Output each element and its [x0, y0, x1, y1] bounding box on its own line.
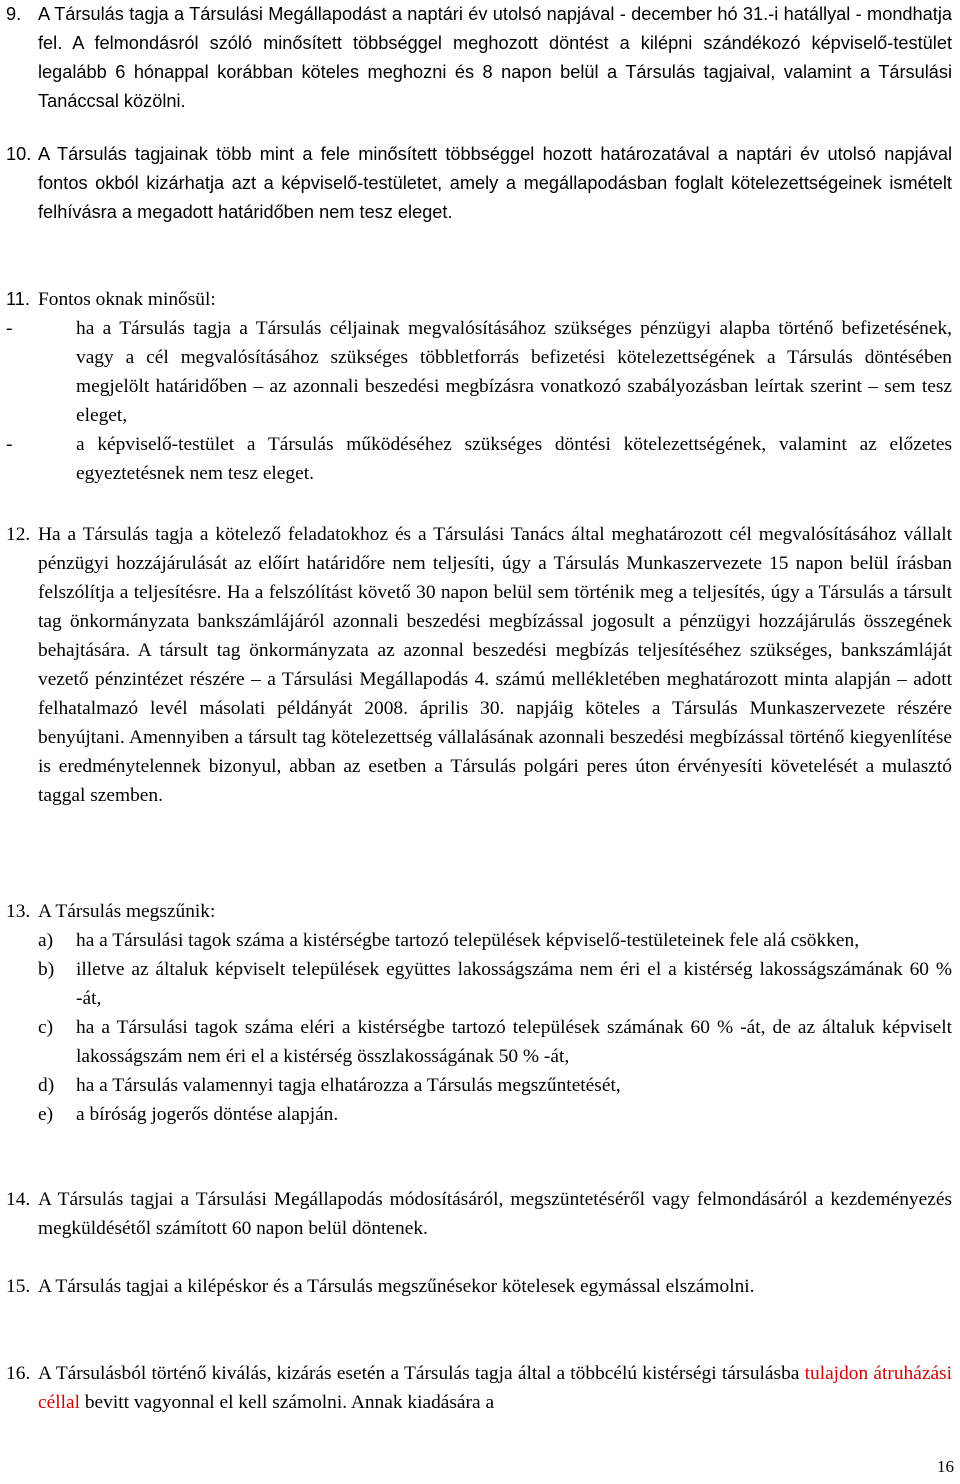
- list-item: [6, 1100, 952, 1129]
- page-number: 16: [937, 1457, 954, 1476]
- list-marker: a): [38, 930, 54, 951]
- paragraph-text: A Társulás tagjai a kilépéskor és a Társulás megszűnésekor kötelesek egymással elszámolni.: [38, 1276, 755, 1297]
- paragraph-number: 14.: [6, 1189, 31, 1210]
- list-item-text: a képviselő-testület a Társulás működéséhez szükséges döntési kötelezettségének, valamint az előzetes egyeztetésnek nem tesz eleget.: [76, 434, 952, 484]
- paragraph-number: 16.: [6, 1363, 31, 1384]
- list-marker: e): [38, 1104, 54, 1125]
- paragraph-10: [6, 140, 952, 227]
- paragraph-intro: Fontos oknak minősül:: [38, 289, 216, 310]
- paragraph-number: 12.: [6, 524, 31, 545]
- list-item-text: illetve az általuk képviselt települések együttes lakosságszáma nem éri el a kistérség lakosságszámának 60 % -át,: [76, 959, 952, 1009]
- paragraph-text: Ha a Társulás tagja a kötelező feladatokhoz és a Társulási Tanács által meghatározott cél megvalósításához vállalt pénzügyi hozzájárulását az előírt határidőre nem teljesíti, úgy a Társulás Munkaszervezete 15 napon belül írásban felszólítja a teljesítésre. Ha a felszólítást követő 30 napon belül sem történik meg a teljesítés, úgy a Társulás a társult tag önkormányzata bankszámlájáról azonnali beszedési megbízással jogosult a pénzügyi hozzájárulás összegének behajtására. A társult tag önkormányzata az azonnal beszedési megbízás teljesítéséhez szükséges, bankszámláját vezető pénzintézet részére – a Társulási Megállapodás 4. számú mellékletében meghatározott minta alapján – adott felhatalmazó levél másolati példányát 2008. április 30. napjáig köteles a Társulás Munkaszervezete részére benyújtani. Amennyiben a társult tag kötelezettség vállalásának azonnali beszedési megbízással történő kiegyenlítése is eredménytelennek bizonyul, abban az esetben a Társulás polgári peres úton érvényesíti követelését a mulasztó taggal szemben.: [38, 524, 952, 806]
- list-marker: -: [6, 318, 13, 339]
- paragraph-number: 11.: [6, 289, 30, 309]
- paragraph-11: [6, 285, 952, 488]
- paragraph-number: 10.: [6, 144, 32, 164]
- paragraph-text: A Társulás tagjai a Társulási Megállapodás módosításáról, megszüntetéséről vagy felmondásáról a kezdeményezés megküldésétől számított 60 napon belül döntenek.: [38, 1189, 952, 1239]
- paragraph-number: 13.: [6, 901, 31, 922]
- list-item: [6, 955, 952, 1013]
- paragraph-intro: A Társulás megszűnik:: [38, 901, 216, 922]
- paragraph-text: A Társulás tagjainak több mint a fele minősített többséggel hozott határozatával a naptári év utolsó napjával fontos okból kizárhatja azt a képviselő-testületet, amely a megállapodásban foglalt kötelezettségeinek ismételt felhívásra a megadott határidőben nem tesz eleget.: [38, 144, 952, 222]
- paragraph-13: [6, 897, 952, 1129]
- list-item-text: ha a Társulási tagok száma a kistérségbe tartozó települések képviselő-testületeinek fele alá csökken,: [76, 930, 860, 951]
- list-marker: d): [38, 1075, 55, 1096]
- list-item: [6, 430, 952, 488]
- paragraph-text: A Társulás tagja a Társulási Megállapodást a naptári év utolsó napjával - december hó 31.-i hatállyal - mondhatja fel. A felmondásról szóló minősített többséggel meghozott döntést a kilépni szándékozó képviselő-testület legalább 6 hónappal korábban köteles meghozni és 8 napon belül a Társulás tagjaival, valamint a Társulási Tanáccsal közölni.: [38, 4, 952, 111]
- list-marker: b): [38, 959, 55, 980]
- paragraph-text-start: A Társulásból történő kiválás, kizárás esetén a Társulás tagja által a többcélú kistérségi társulásba: [38, 1363, 805, 1384]
- list-item-text: ha a Társulás valamennyi tagja elhatározza a Társulás megszűntetését,: [76, 1075, 621, 1096]
- list-marker: c): [38, 1017, 54, 1038]
- list-item: [6, 314, 952, 430]
- highlighted-text: tulajdon átruházási céllal: [38, 1363, 952, 1413]
- list-item: [6, 1013, 952, 1071]
- paragraph-9: [6, 0, 952, 116]
- paragraph-number: 15.: [6, 1276, 31, 1297]
- paragraph-15: [6, 1272, 952, 1301]
- list-item: [6, 1071, 952, 1100]
- paragraph-14: [6, 1185, 952, 1243]
- list-item-text: ha a Társulás tagja a Társulás céljainak megvalósításához szükséges pénzügyi alapba történő befizetésének, vagy a cél megvalósításához szükséges többletforrás befizetési kötelezettségének a Társulás döntésében megjelölt határidőben – az azonnali beszedési megbízásra vonatkozó szabályozásban leírtak szerint – sem tesz eleget,: [76, 318, 952, 426]
- list-item-text: a bíróság jogerős döntése alapján.: [76, 1104, 339, 1125]
- paragraph-16: [6, 1359, 952, 1417]
- list-marker: -: [6, 434, 13, 455]
- paragraph-12: [6, 520, 952, 810]
- list-item: [6, 926, 952, 955]
- paragraph-text-end: bevitt vagyonnal el kell számolni. Annak kiadására a: [79, 1392, 495, 1413]
- list-item-text: ha a Társulási tagok száma eléri a kistérségbe tartozó települések számának 60 % -át, de az általuk képviselt lakosságszám nem éri el a kistérség összlakosságának 50 % -át,: [76, 1017, 952, 1067]
- paragraph-number: 9.: [6, 4, 22, 24]
